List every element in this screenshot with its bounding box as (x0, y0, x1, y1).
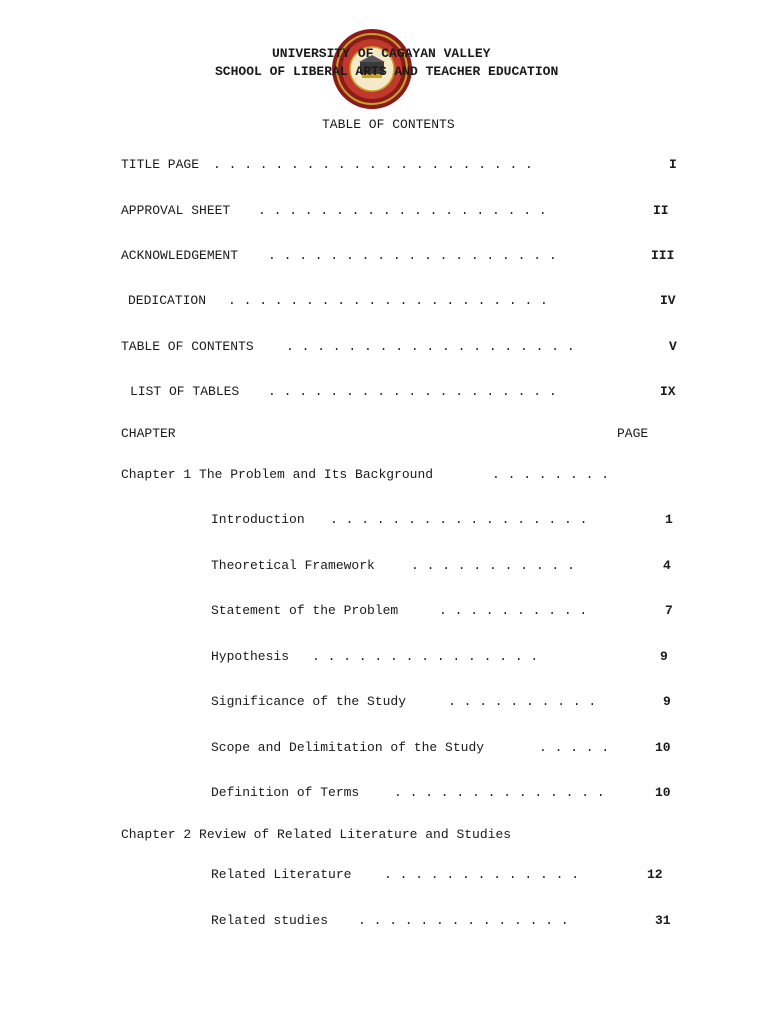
page-title: TABLE OF CONTENTS (322, 117, 455, 132)
toc-entry-label: APPROVAL SHEET (121, 203, 231, 218)
section-label: Significance of the Study (211, 694, 407, 709)
toc-entry-label: LIST OF TABLES (130, 384, 240, 399)
toc-entry-dots: . . . . . . . . . . (448, 694, 597, 709)
toc-entry-dots: . . . . . . . . . . . . . . . (312, 649, 539, 664)
toc-entry-dots: . . . . . . . . . . . . . . (358, 913, 569, 928)
toc-entry-dots: . . . . . . . . . . . . . . . . . . . . . (228, 293, 548, 308)
toc-entry-page: III (651, 248, 675, 263)
section-label: Scope and Delimitation of the Study (211, 740, 485, 755)
page-column-header: PAGE (617, 426, 649, 441)
university-name: UNIVERSITY OF CAGAYAN VALLEY (272, 46, 491, 61)
school-name: SCHOOL OF LIBERAL ARTS AND TEACHER EDUCATION (215, 64, 559, 79)
toc-entry-dots: . . . . . . . . . . . . . . . . . . . (268, 248, 557, 263)
toc-entry-dots: . . . . . . . . . . . . . . . . . . . (286, 339, 575, 354)
toc-entry-page: 31 (655, 913, 671, 928)
section-label: Hypothesis (211, 649, 290, 664)
toc-entry-page: 10 (655, 740, 671, 755)
toc-entry-dots: . . . . . . . . . . (439, 603, 588, 618)
toc-entry-dots: . . . . . . . . . . . . . . . . . . . (258, 203, 547, 218)
section-label: Definition of Terms (211, 785, 360, 800)
toc-entry-dots: . . . . . . . . . . . . . . . . . (330, 512, 588, 527)
toc-entry-page: 12 (647, 867, 663, 882)
toc-entry-label: ACKNOWLEDGEMENT (121, 248, 239, 263)
toc-entry-label: TABLE OF CONTENTS (121, 339, 254, 354)
toc-entry-dots: . . . . . (539, 740, 610, 755)
toc-entry-page: 7 (665, 603, 673, 618)
toc-entry-page: 9 (660, 649, 668, 664)
toc-entry-label: TITLE PAGE (121, 157, 200, 172)
toc-entry-page: 4 (663, 558, 671, 573)
toc-entry-dots: . . . . . . . . . . . . . (384, 867, 580, 882)
toc-entry-page: 9 (663, 694, 671, 709)
toc-entry-page: IV (660, 293, 676, 308)
toc-entry-dots: . . . . . . . . . . . . . . . . . . . (268, 384, 557, 399)
toc-entry-page: V (669, 339, 677, 354)
toc-entry-label: DEDICATION (128, 293, 207, 308)
toc-entry-dots: . . . . . . . . . . . (411, 558, 575, 573)
section-label: Theoretical Framework (211, 558, 375, 573)
toc-entry-dots: . . . . . . . . . . . . . . (394, 785, 605, 800)
section-label: Introduction (211, 512, 305, 527)
section-label: Related studies (211, 913, 329, 928)
chapter-title: Chapter 2 Review of Related Literature and Studies (121, 827, 512, 842)
chapter-column-header: CHAPTER (121, 426, 176, 441)
toc-entry-page: IX (660, 384, 676, 399)
toc-entry-page: 10 (655, 785, 671, 800)
section-label: Statement of the Problem (211, 603, 399, 618)
chapter-title: Chapter 1 The Problem and Its Background (121, 467, 434, 482)
toc-entry-page: 1 (665, 512, 673, 527)
toc-entry-dots: . . . . . . . . . . . . . . . . . . . . . (213, 157, 533, 172)
toc-entry-page: II (653, 203, 669, 218)
toc-entry-dots: . . . . . . . . (492, 467, 610, 482)
toc-entry-page: I (669, 157, 677, 172)
section-label: Related Literature (211, 867, 352, 882)
